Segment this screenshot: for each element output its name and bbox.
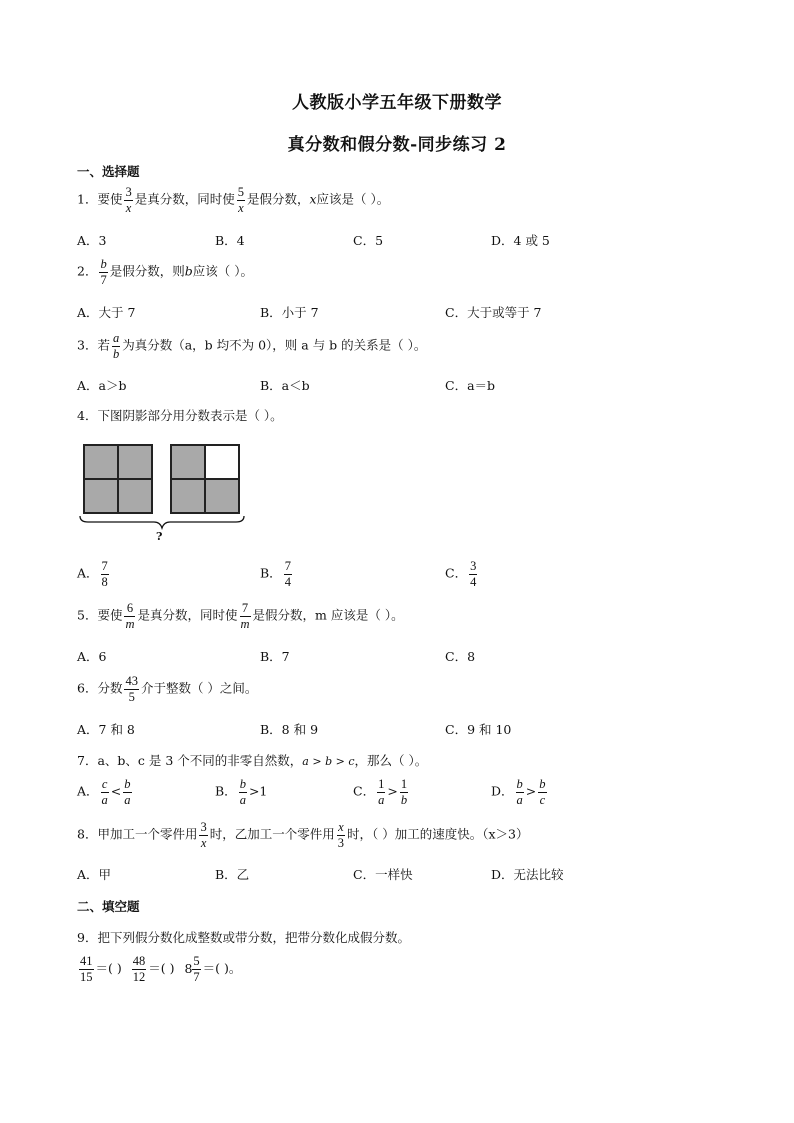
question-1: 1．要使 $\frac{3}{x}$ 是真分数，同时使 $\frac{5}{x}$ 是假分数，x应该是（ ）。	[77, 185, 390, 215]
section-heading-fill: 二、填空题	[77, 899, 140, 914]
option-c: C． $\frac{3}{4}$	[445, 559, 477, 589]
answer-blank[interactable]: ＝( )	[148, 960, 175, 976]
fraction: $\frac{b}{7}$	[100, 257, 107, 287]
option-d: D．4 或 5	[491, 233, 550, 248]
answer-blank[interactable]: ＝( )。	[202, 960, 242, 976]
brace-label: ?	[156, 530, 163, 543]
option-c: C．a＝b	[445, 378, 496, 393]
option-c: C．一样快	[353, 867, 413, 882]
question-3: 3．若 $\frac{a}{b}$ 为真分数（a，b 均不为 0），则 a 与 b 的关系是（ ）。	[77, 331, 427, 361]
option-c: C．5	[353, 233, 384, 248]
option-a: A．大于 7	[77, 305, 136, 320]
option-c: C．8	[445, 649, 476, 664]
square-1	[83, 444, 153, 514]
question-8: 8．甲加工一个零件用 $\frac{3}{x}$ 时，乙加工一个零件用 $\frac{x}{3}$ 时，（ ）加工的速度快。（x＞3）	[77, 820, 529, 850]
unshaded-cell	[206, 446, 238, 478]
fraction: $\frac{3}{x}$	[125, 185, 132, 215]
option-d: D．无法比较	[491, 867, 564, 882]
answer-blank[interactable]: ＝( )	[95, 960, 122, 976]
page-title: 人教版小学五年级下册数学	[292, 93, 502, 113]
page-subtitle: 真分数和假分数-同步练习 2	[287, 135, 507, 155]
brace	[78, 514, 246, 530]
option-b: B． $\frac{b}{a}$ >1	[215, 777, 268, 807]
option-a: A．3	[77, 233, 107, 248]
option-b: B．4	[215, 233, 245, 248]
option-b: B． $\frac{7}{4}$	[260, 559, 291, 589]
question-5: 5．要使 $\frac{6}{m}$ 是真分数，同时使 $\frac{7}{m}$ 是假分数，m 应该是（ ）。	[77, 601, 404, 631]
option-a: A．7 和 8	[77, 722, 135, 737]
option-a: A． $\frac{c}{a}$ < $\frac{b}{a}$	[77, 777, 131, 807]
question-2: 2． $\frac{b}{7}$ 是假分数，则b应该（ ）。	[77, 257, 253, 287]
option-c: C．9 和 10	[445, 722, 512, 737]
fraction: $\frac{5}{x}$	[237, 185, 244, 215]
option-b: B．乙	[215, 867, 250, 882]
option-b: B．7	[260, 649, 290, 664]
option-a: A． $\frac{7}{8}$	[77, 559, 108, 589]
question-6: 6．分数 $\frac{43}{5}$ 介于整数（ ）之间。	[77, 674, 258, 704]
option-a: A．6	[77, 649, 107, 664]
question-9: 9．把下列假分数化成整数或带分数，把带分数化成假分数。	[77, 930, 410, 945]
fraction: $\frac{a}{b}$	[112, 331, 120, 361]
option-b: B．小于 7	[260, 305, 319, 320]
option-c: C．大于或等于 7	[445, 305, 542, 320]
option-b: B．8 和 9	[260, 722, 319, 737]
option-c: C． $\frac{1}{a}$ > $\frac{1}{b}$	[353, 777, 408, 807]
option-d: D． $\frac{b}{a}$ > $\frac{b}{c}$	[491, 777, 546, 807]
option-a: A．甲	[77, 867, 112, 882]
option-b: B．a＜b	[260, 378, 310, 393]
question-9-items: $\frac{41}{15}$ ＝( ) $\frac{48}{12}$ ＝( ) 8 $\frac{5}{7}$ ＝( )。	[80, 954, 242, 984]
question-7: 7．a、b、c 是 3 个不同的非零自然数，a > b > c，那么（ ）。	[77, 753, 428, 768]
square-2	[170, 444, 240, 514]
option-a: A．a＞b	[77, 378, 127, 393]
section-heading-choice: 一、选择题	[77, 164, 140, 179]
question-4: 4．下图阴影部分用分数表示是（ ）。	[77, 408, 283, 423]
